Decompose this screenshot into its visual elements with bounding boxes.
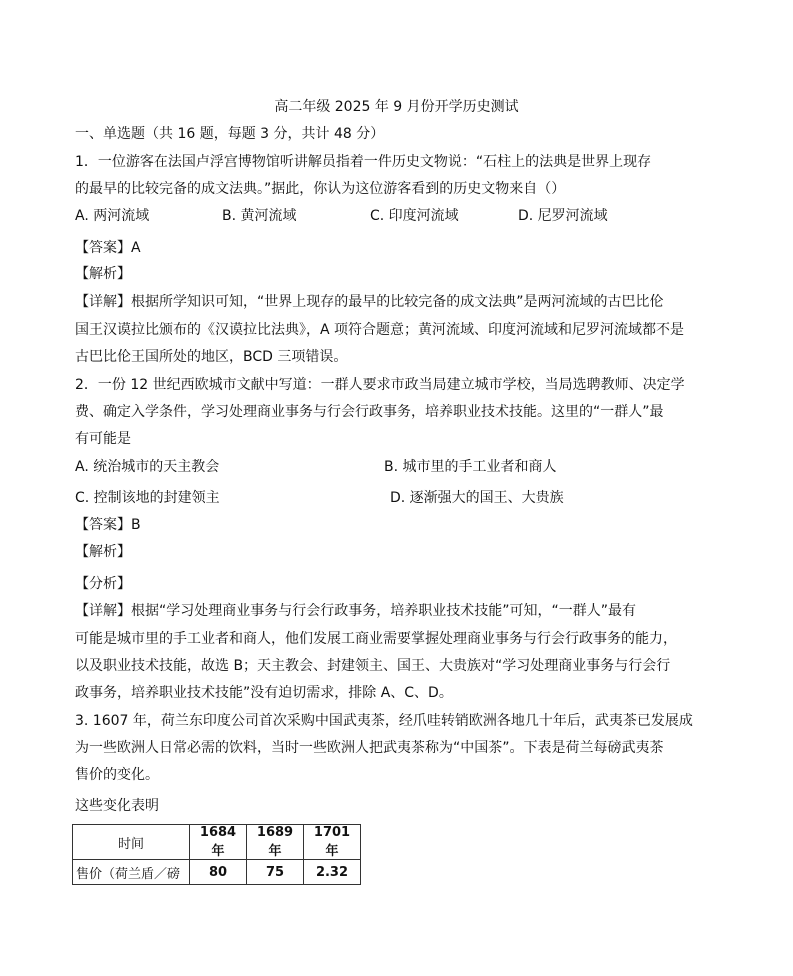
q3-stem-line-3: 售价的变化。 <box>75 767 159 783</box>
q3-stem-line-1: 3. 1607 年，荷兰东印度公司首次采购中国武夷茶，经爪哇转销欧洲各地几十年后，武夷茶已发展成 <box>75 713 693 729</box>
q1-answer: 【答案】A <box>75 240 141 256</box>
q2-option-a: A. 统治城市的天主教会 <box>75 459 220 475</box>
table-header-cell: 时间 <box>73 825 190 860</box>
table-header-row <box>73 825 361 860</box>
q2-fenxi-label: 【分析】 <box>75 576 131 592</box>
table-header-cell: 1689 年 <box>247 825 304 860</box>
page-title: 高二年级 2025 年 9 月份开学历史测试 <box>274 99 519 115</box>
q3-stem-line-2: 为一些欧洲人日常必需的饮料，当时一些欧洲人把武夷茶称为“中国茶”。下表是荷兰每磅武夷茶 <box>75 740 664 756</box>
table-cell: 75 <box>247 860 304 885</box>
q1-stem-line-1: 1．一位游客在法国卢浮宫博物馆听讲解员指着一件历史文物说：“石柱上的法典是世界上现存 <box>75 154 652 170</box>
q1-detail-line-1: 【详解】根据所学知识可知，“世界上现存的最早的比较完备的成文法典”是两河流域的古巴比伦 <box>75 294 664 310</box>
table-header-cell: 1684 年 <box>190 825 247 860</box>
q2-detail-line-2: 可能是城市里的手工业者和商人，他们发展工商业需要掌握处理商业事务与行会行政事务的能力， <box>75 631 677 647</box>
q2-stem-line-1: 2．一份 12 世纪西欧城市文献中写道：一群人要求市政当局建立城市学校，当局选聘教师、决定学 <box>75 377 685 393</box>
q1-stem-line-2: 的最早的比较完备的成文法典。”据此，你认为这位游客看到的历史文物来自（） <box>75 181 566 197</box>
table-row <box>73 860 361 885</box>
q2-stem-line-2: 费、确定入学条件，学习处理商业事务与行会行政事务，培养职业技术技能。这里的“一群人”最 <box>75 404 664 420</box>
table-cell: 售价（荷兰盾／磅 <box>73 860 190 885</box>
tea-price-table <box>72 824 361 885</box>
q3-lead-text: 这些变化表明 <box>75 798 159 814</box>
table-header-cell: 1701 年 <box>304 825 361 860</box>
q2-detail-line-3: 以及职业技术技能，故选 B；天主教会、封建领主、国王、大贵族对“学习处理商业事务与行会行 <box>75 658 671 674</box>
q1-option-c: C. 印度河流域 <box>370 208 459 224</box>
q2-stem-line-3: 有可能是 <box>75 431 131 447</box>
q1-detail-line-3: 古巴比伦王国所处的地区，BCD 三项错误。 <box>75 349 348 365</box>
section-heading: 一、单选题（共 16 题，每题 3 分，共计 48 分） <box>75 126 385 142</box>
q2-option-c: C. 控制该地的封建领主 <box>75 490 220 506</box>
table-cell: 80 <box>190 860 247 885</box>
q2-option-d: D. 逐渐强大的国王、大贵族 <box>390 490 564 506</box>
q2-option-b: B. 城市里的手工业者和商人 <box>384 459 557 475</box>
q2-detail-line-4: 政事务，培养职业技术技能”没有迫切需求，排除 A、C、D。 <box>75 685 453 701</box>
q2-detail-line-1: 【详解】根据“学习处理商业事务与行会行政事务，培养职业技术技能”可知，“一群人”最有 <box>75 603 637 619</box>
q2-analysis-label: 【解析】 <box>75 544 131 560</box>
q2-answer: 【答案】B <box>75 517 141 533</box>
q1-detail-line-2: 国王汉谟拉比颁布的《汉谟拉比法典》，A 项符合题意；黄河流域、印度河流域和尼罗河流域都不是 <box>75 322 685 338</box>
q1-option-d: D. 尼罗河流域 <box>518 208 608 224</box>
q1-analysis-label: 【解析】 <box>75 266 131 282</box>
table-cell: 2.32 <box>304 860 361 885</box>
q1-option-a: A. 两河流域 <box>75 208 150 224</box>
q1-option-b: B. 黄河流域 <box>222 208 297 224</box>
